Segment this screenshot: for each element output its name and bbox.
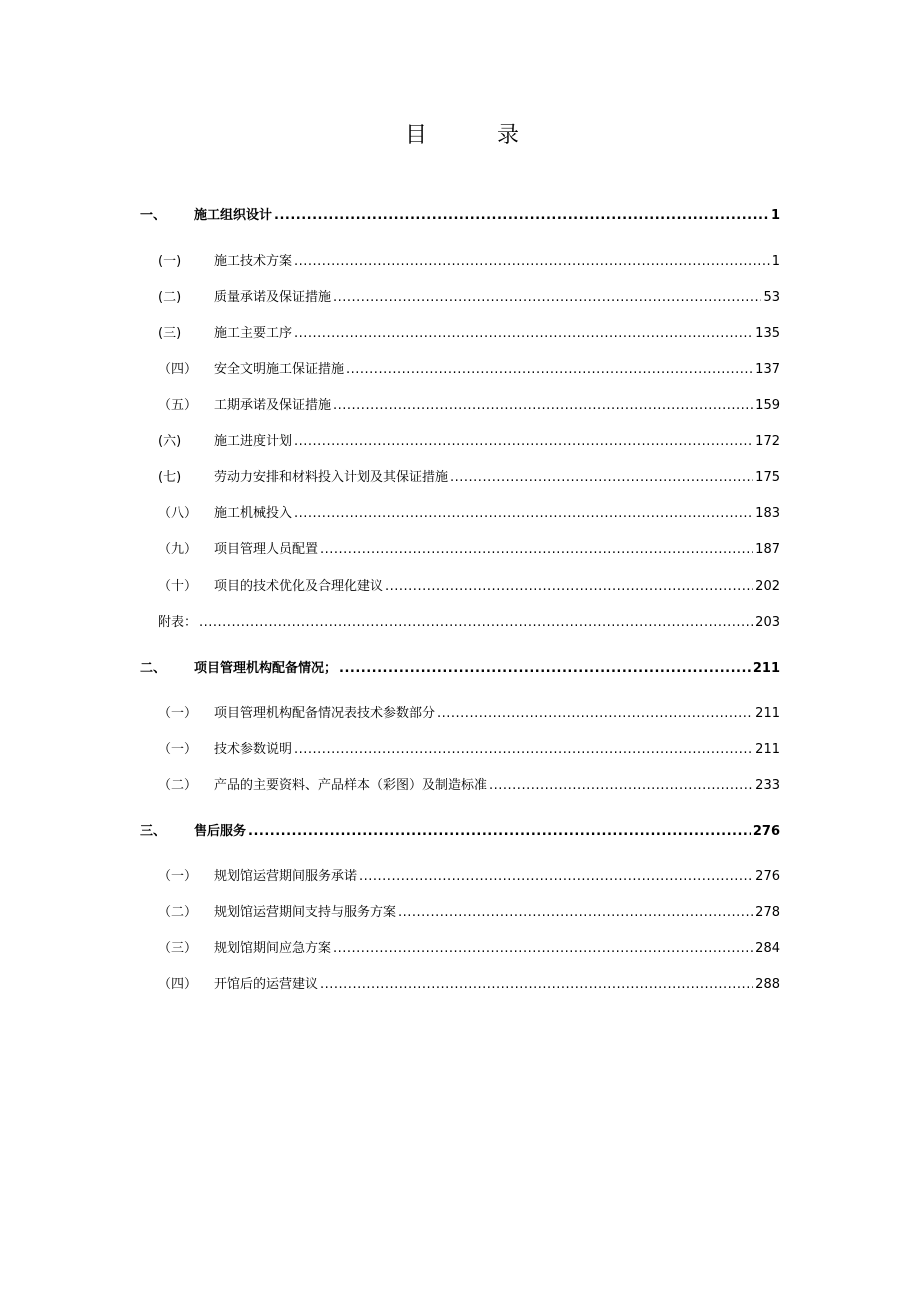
toc-entry-line xyxy=(214,466,780,490)
dot-leader xyxy=(359,865,753,889)
dot-leader xyxy=(294,738,753,762)
toc-entry-line xyxy=(214,286,780,310)
toc-entry-number: 一、 xyxy=(140,208,167,223)
toc-entry-title: 规划馆运营期间支持与服务方案 xyxy=(214,905,397,920)
toc-entry-page: 233 xyxy=(755,778,780,793)
toc-entry-title: 施工进度计划 xyxy=(214,434,293,449)
toc-entry-line xyxy=(158,611,780,635)
toc-entry-title: 技术参数说明 xyxy=(214,742,293,757)
toc-entry[interactable] xyxy=(0,937,920,961)
toc-entry-title: 项目的技术优化及合理化建议 xyxy=(214,579,384,594)
toc-entry-line xyxy=(214,250,780,274)
toc-entry-number: (三) xyxy=(158,326,182,341)
toc-entry-number: (一) xyxy=(158,254,182,269)
toc-entry-page: 183 xyxy=(755,506,780,521)
toc-entry[interactable] xyxy=(0,502,920,526)
toc-entry-page: 211 xyxy=(755,742,780,757)
toc-entry[interactable] xyxy=(0,394,920,418)
toc-entry[interactable] xyxy=(0,286,920,310)
toc-entry-page: 288 xyxy=(755,977,780,992)
toc-entry-title: 产品的主要资料、产品样本（彩图）及制造标准 xyxy=(214,778,488,793)
dot-leader xyxy=(248,820,751,844)
toc-entry-line xyxy=(214,502,780,526)
dot-leader xyxy=(489,774,753,798)
toc-entry[interactable] xyxy=(0,702,920,726)
toc-entry-number: （八） xyxy=(158,506,198,521)
toc-entry-number: 三、 xyxy=(140,824,167,839)
dot-leader xyxy=(320,973,753,997)
toc-entry[interactable] xyxy=(0,865,920,889)
toc-entry[interactable] xyxy=(0,738,920,762)
toc-entry-page: 276 xyxy=(755,869,780,884)
toc-entry-page: 135 xyxy=(755,326,780,341)
toc-entry-line xyxy=(214,774,780,798)
toc-entry-title: 售后服务 xyxy=(194,824,247,839)
dot-leader xyxy=(346,358,753,382)
toc-entry-number: （二） xyxy=(158,778,198,793)
toc-entry-number: (二) xyxy=(158,290,182,305)
toc-entry-page: 159 xyxy=(755,398,780,413)
toc-entry-line xyxy=(214,358,780,382)
toc-entry-line xyxy=(214,538,780,562)
toc-entry-page: 203 xyxy=(755,615,780,630)
toc-entry-line xyxy=(214,575,780,599)
dot-leader xyxy=(339,657,751,681)
toc-entry-line xyxy=(194,204,780,228)
toc-entry-number: （五） xyxy=(158,398,198,413)
toc-entry-page: 284 xyxy=(755,941,780,956)
toc-entry-line xyxy=(214,430,780,454)
toc-entry[interactable] xyxy=(0,250,920,274)
dot-leader xyxy=(294,502,753,526)
dot-leader xyxy=(294,430,753,454)
toc-entry-line xyxy=(214,901,780,925)
toc-entry-page: 276 xyxy=(752,824,780,839)
toc-entry-title: 施工主要工序 xyxy=(214,326,293,341)
toc-entry-page: 211 xyxy=(755,706,780,721)
toc-entry-page: 1 xyxy=(771,254,780,269)
toc-entry[interactable] xyxy=(0,322,920,346)
dot-leader xyxy=(333,394,753,418)
toc-entry-title: 项目管理人员配置 xyxy=(214,542,319,557)
toc-entry-title: 质量承诺及保证措施 xyxy=(214,290,332,305)
toc-entry[interactable] xyxy=(0,657,920,681)
toc-entry-title: 施工组织设计 xyxy=(194,208,273,223)
toc-entry[interactable] xyxy=(0,358,920,382)
toc-entry[interactable] xyxy=(0,611,920,635)
toc-entry[interactable] xyxy=(0,973,920,997)
toc-entry-line xyxy=(214,322,780,346)
toc-entry-line xyxy=(214,394,780,418)
toc-entry[interactable] xyxy=(0,774,920,798)
toc-entry[interactable] xyxy=(0,575,920,599)
toc-entry-page: 172 xyxy=(755,434,780,449)
toc-entry-page: 175 xyxy=(755,470,780,485)
toc-entry[interactable] xyxy=(0,466,920,490)
dot-leader xyxy=(333,937,753,961)
toc-entry[interactable] xyxy=(0,820,920,844)
dot-leader xyxy=(385,575,753,599)
toc-entry-number: (七) xyxy=(158,470,182,485)
toc-entry-number: （二） xyxy=(158,905,198,920)
toc-entry-line xyxy=(214,738,780,762)
toc-entry-title: 规划馆运营期间服务承诺 xyxy=(214,869,358,884)
dot-leader xyxy=(398,901,753,925)
toc-entry-line xyxy=(194,820,780,844)
dot-leader xyxy=(274,204,769,228)
dot-leader xyxy=(294,322,753,346)
toc-entry-page: 278 xyxy=(755,905,780,920)
dot-leader xyxy=(437,702,753,726)
toc-entry-title: 项目管理机构配备情况； xyxy=(194,661,338,676)
toc-entry-page: 137 xyxy=(755,362,780,377)
dot-leader xyxy=(294,250,770,274)
toc-entry-page: 211 xyxy=(752,661,780,676)
toc-entry-title: 开馆后的运营建议 xyxy=(214,977,319,992)
toc-entry-number: （十） xyxy=(158,579,198,594)
page-title: 目 录 xyxy=(404,123,543,148)
toc-entry-page: 1 xyxy=(770,208,780,223)
toc-entry-number: （一） xyxy=(158,706,198,721)
toc-entry-page: 187 xyxy=(755,542,780,557)
toc-entry-line xyxy=(214,937,780,961)
toc-entry-title: 施工技术方案 xyxy=(214,254,293,269)
toc-entry-title: 施工机械投入 xyxy=(214,506,293,521)
toc-entry[interactable] xyxy=(0,901,920,925)
toc-entry-number: （三） xyxy=(158,941,198,956)
toc-entry-number: （九） xyxy=(158,542,198,557)
toc-entry-page: 202 xyxy=(755,579,780,594)
dot-leader xyxy=(320,538,753,562)
toc-entry-number: （一） xyxy=(158,869,198,884)
toc-entry-title: 规划馆期间应急方案 xyxy=(214,941,332,956)
dot-leader xyxy=(450,466,753,490)
toc-entry-number: (六) xyxy=(158,434,182,449)
toc-entry-number: 二、 xyxy=(140,661,167,676)
toc-entry-line xyxy=(214,973,780,997)
dot-leader xyxy=(199,611,753,635)
dot-leader xyxy=(333,286,761,310)
toc-entry[interactable] xyxy=(0,538,920,562)
toc-entry-title: 工期承诺及保证措施 xyxy=(214,398,332,413)
toc-entry-title: 附表： xyxy=(158,615,198,630)
toc-entry-line xyxy=(214,702,780,726)
toc-entry-page: 53 xyxy=(763,290,780,305)
toc-entry-title: 安全文明施工保证措施 xyxy=(214,362,345,377)
toc-entry-title: 项目管理机构配备情况表技术参数部分 xyxy=(214,706,436,721)
toc-entry-number: （四） xyxy=(158,977,198,992)
toc-entry[interactable] xyxy=(0,430,920,454)
toc-entry[interactable] xyxy=(0,204,920,228)
toc-entry-line xyxy=(194,657,780,681)
toc-entry-number: （一） xyxy=(158,742,198,757)
toc-entry-title: 劳动力安排和材料投入计划及其保证措施 xyxy=(214,470,449,485)
toc-entry-number: （四） xyxy=(158,362,198,377)
toc-entry-line xyxy=(214,865,780,889)
